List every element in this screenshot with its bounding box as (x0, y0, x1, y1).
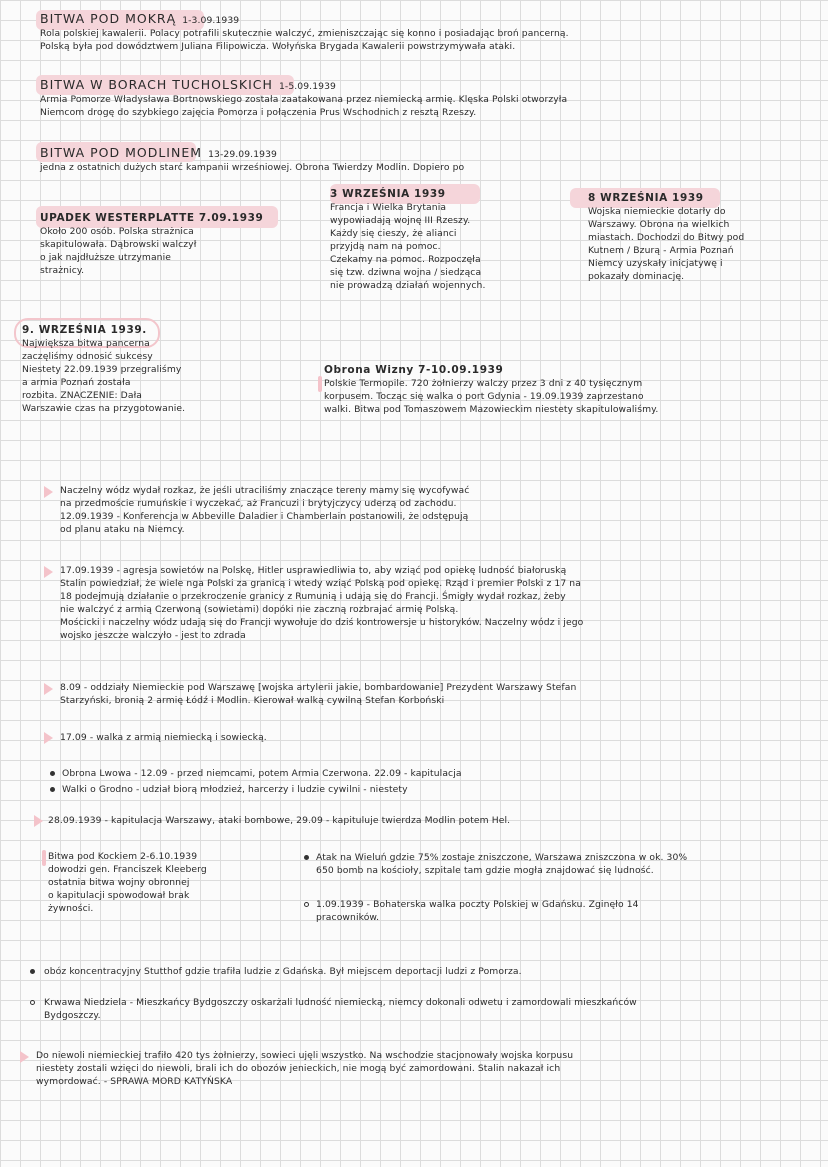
text-line: ostatnia bitwa wojny obronnej (48, 877, 190, 888)
arrow-marker (44, 683, 53, 695)
section-sep8 (588, 192, 744, 283)
text-line: rozbita. ZNACZENIE: Dała (22, 390, 143, 401)
text-line: a armia Poznań została (22, 377, 131, 388)
title-wizna: Obrona Wizny 7-10.09.1939 (324, 364, 504, 376)
text-line: Warszawie czas na przygotowanie. (22, 403, 186, 414)
section-westerplatte (40, 212, 263, 277)
arrow-marker (34, 815, 43, 827)
bullet-dot (50, 787, 55, 792)
text-line: nie walczyć z armią Czerwoną (sowietami) dopóki nie zaczną rozbrajać armię Polską. (60, 604, 459, 615)
date-mokra: 1-3.09.1939 (182, 15, 240, 26)
text-line: korpusem. Tocząc się walka o port Gdynia - 19.09.1939 zaprzestano (324, 391, 644, 402)
text-line: Bydgoszczy. (44, 1010, 101, 1021)
text-line: Rola polskiej kawalerii. Polacy potrafili skutecznie walczyć, zmieniszczając się konno i posiadając broń pancerną. (40, 28, 569, 39)
text-line: Obrona Lwowa - 12.09 - przed niemcami, potem Armia Czerwona. 22.09 - kapitulacja (62, 768, 462, 779)
text-line: na przedmoście rumuńskie i wyczekać, aż Francuzi i brytyjczycy uderzą od zachodu. (60, 498, 457, 509)
date-modlin: 13-29.09.1939 (208, 149, 277, 160)
text-line: miastach. Dochodzi do Bitwy pod (588, 232, 745, 243)
arrow-marker (44, 486, 53, 498)
text-line: zaczęliśmy odnosić sukcesy (22, 351, 153, 362)
text-line: nie prowadzą działań wojennych. (330, 280, 486, 291)
section-wizna (324, 364, 658, 416)
text-line: dowodzi gen. Franciszek Kleeberg (48, 864, 207, 875)
text-line: Warszawy. Obrona na wielkich (588, 219, 730, 230)
section-poczta (316, 898, 639, 924)
section-sep3 (330, 188, 485, 292)
text-line: 17.09 - walka z armią niemiecką i sowiecką. (60, 732, 267, 743)
section-bydgoszcz (44, 996, 637, 1022)
text-line: Polską była pod dowództwem Juliana Filipowicza. Wołyńska Brygada Kawalerii powstrzymywała ataki. (40, 41, 516, 52)
text-line: Starzyński, bronią 2 armię Łódź i Modlin. Kierował walką cywilną Stefan Korboński (60, 695, 445, 706)
text-line: Około 200 osób. Polska strażnica (40, 226, 194, 237)
section-bory (40, 78, 567, 119)
title-sep3: 3 WRZEŚNIA 1939 (330, 188, 446, 200)
date-bory: 1-5.09.1939 (278, 81, 336, 92)
title-sep9: 9. WRZEŚNIA 1939. (22, 324, 147, 336)
text-line: Bitwa pod Kockiem 2-6.10.1939 (48, 851, 198, 862)
text-line: niestety zostali wzięci do niewoli, brali ich do obozów jenieckich, nie mogą być zamordowani. Stalin nakazał ich (36, 1063, 561, 1074)
bullet-grodno (62, 783, 408, 796)
text-line: Niemcom drogę do szybkiego zajęcia Pomorza i połączenia Prus Wschodnich z resztą Rzeszy. (40, 107, 477, 118)
section-modlin (40, 146, 464, 174)
section-wielun (316, 851, 687, 877)
paragraph-naczelny-wodz (60, 484, 469, 536)
text-line: skapitulowała. Dąbrowski walczył (40, 239, 197, 250)
section-katyn (36, 1049, 573, 1088)
section-sep9 (22, 324, 185, 415)
text-line: Czekamy na pomoc. Rozpoczęła (330, 254, 481, 265)
text-line: 18 podejmują działanie o przekroczenie granicy z Rumunią i udają się do Francji. Śmigły wydał rozkaz, żeby (60, 591, 566, 602)
text-line: wymordować. - SPRAWA MORD KATYŃSKA (36, 1076, 233, 1087)
text-line: strażnicy. (40, 265, 85, 276)
bullet-lwow (62, 767, 462, 780)
text-line: wypowiadają wojnę III Rzeszy. (330, 215, 471, 226)
bar-wizna (318, 376, 322, 392)
text-line: Niestety 22.09.1939 przegraliśmy (22, 364, 182, 375)
text-line: Niemcy uzyskały inicjatywę i (588, 258, 723, 269)
section-stutthof (44, 965, 522, 978)
arrow-marker (20, 1051, 29, 1063)
title-modlin: BITWA POD MODLINEM (40, 145, 203, 160)
text-line: pokazały dominację. (588, 271, 685, 282)
arrow-marker (44, 732, 53, 744)
text-line: 1.09.1939 - Bohaterska walka poczty Polskiej w Gdańsku. Zginęło 14 (316, 899, 639, 910)
text-line: Kutnem / Bzurą - Armia Poznań (588, 245, 734, 256)
text-line: Francja i Wielka Brytania (330, 202, 447, 213)
section-kock (48, 850, 207, 915)
paragraph-warszawa (60, 681, 576, 707)
text-line: Mościcki i naczelny wódz udają się do Francji wywołuje do dziś kontrowersje u historyków. Naczelny wódz i jego (60, 617, 584, 628)
bullet-circle (304, 902, 309, 907)
paragraph-agresja-sowietow (60, 564, 583, 642)
text-line: jedna z ostatnich dużych starć kampanii wrześniowej. Obrona Twierdzy Modlin. Dopiero po (40, 162, 465, 173)
text-line: 17.09.1939 - agresja sowietów na Polskę, Hitler usprawiedliwia to, aby wziąć pod opiekę ludność białoruską (60, 565, 567, 576)
text-line: obóz koncentracyjny Stutthof gdzie trafiła ludzie z Gdańska. Był miejscem deportacji ludzi z Pomorza. (44, 966, 522, 977)
text-line: Wojska niemieckie dotarły do (588, 206, 726, 217)
text-line: się tzw. dziwna wojna / siedząca (330, 267, 482, 278)
section-mokra (40, 12, 569, 53)
text-line: Największa bitwa pancerna (22, 338, 150, 349)
text-line: Każdy się cieszy, że alianci (330, 228, 457, 239)
title-mokra: BITWA POD MOKRĄ (40, 11, 177, 26)
paragraph-walka (60, 731, 267, 744)
text-line: 8.09 - oddziały Niemieckie pod Warszawę [wojska artylerii jakie, bombardowanie] Prezydent Warszawy Stefan (60, 682, 577, 693)
bullet-dot (50, 771, 55, 776)
arrow-marker (44, 566, 53, 578)
text-line: przyjdą nam na pomoc. (330, 241, 441, 252)
text-line: pracowników. (316, 912, 380, 923)
text-line: 12.09.1939 - Konferencja w Abbeville Daladier i Chamberlain postanowili, że odstępują (60, 511, 469, 522)
paragraph-kapitulacja (48, 814, 510, 827)
text-line: Walki o Grodno - udział biorą młodzież, harcerzy i ludzie cywilni - niestety (62, 784, 408, 795)
bar-kock (42, 850, 46, 866)
bullet-dot (30, 969, 35, 974)
bullet-dot (304, 855, 309, 860)
text-line: Polskie Termopile. 720 żołnierzy walczy przez 3 dni z 40 tysięcznym (324, 378, 643, 389)
text-line: 28.09.1939 - kapitulacja Warszawy, ataki bombowe, 29.09 - kapituluje twierdza Modlin potem Hel. (48, 815, 511, 826)
text-line: Stalin powiedział, że wiele nga Polski za granicą i wtedy wziąć Polską pod opiekę. Rząd i premier Polski z 17 na (60, 578, 581, 589)
text-line: o jak najdłuższe utrzymanie (40, 252, 172, 263)
bullet-circle (30, 1000, 35, 1005)
text-line: Naczelny wódz wydał rozkaz, że jeśli utraciliśmy znaczące tereny mamy się wycofywać (60, 485, 470, 496)
text-line: o kapitulacji spowodował brak (48, 890, 190, 901)
title-westerplatte: UPADEK WESTERPLATTE 7.09.1939 (40, 212, 264, 224)
text-line: Armia Pomorze Władysława Bortnowskiego została zaatakowana przez niemiecką armię. Klęska Polski otworzyła (40, 94, 568, 105)
text-line: Do niewoli niemieckiej trafiło 420 tys żołnierzy, sowieci ujęli wszystko. Na wschodzie stacjonowały wojska korpusu (36, 1050, 574, 1061)
text-line: od planu ataku na Niemcy. (60, 524, 185, 535)
text-line: wojsko jeszcze walczyło - jest to zdrada (60, 630, 246, 641)
text-line: 650 bomb na kościoły, szpitale tam gdzie mogła znajdować się ludność. (316, 865, 654, 876)
text-line: Atak na Wieluń gdzie 75% zostaje zniszczone, Warszawa zniszczona w ok. 30% (316, 852, 688, 863)
title-sep8: 8 WRZEŚNIA 1939 (588, 192, 704, 204)
text-line: walki. Bitwa pod Tomaszowem Mazowieckim niestety skapitulowaliśmy. (324, 404, 659, 415)
text-line: Krwawa Niedziela - Mieszkańcy Bydgoszczy oskarżali ludność niemiecką, niemcy dokonali odwetu i zamordowali mieszkańców (44, 997, 637, 1008)
text-line: żywności. (48, 903, 94, 914)
title-bory: BITWA W BORACH TUCHOLSKICH (40, 77, 273, 92)
